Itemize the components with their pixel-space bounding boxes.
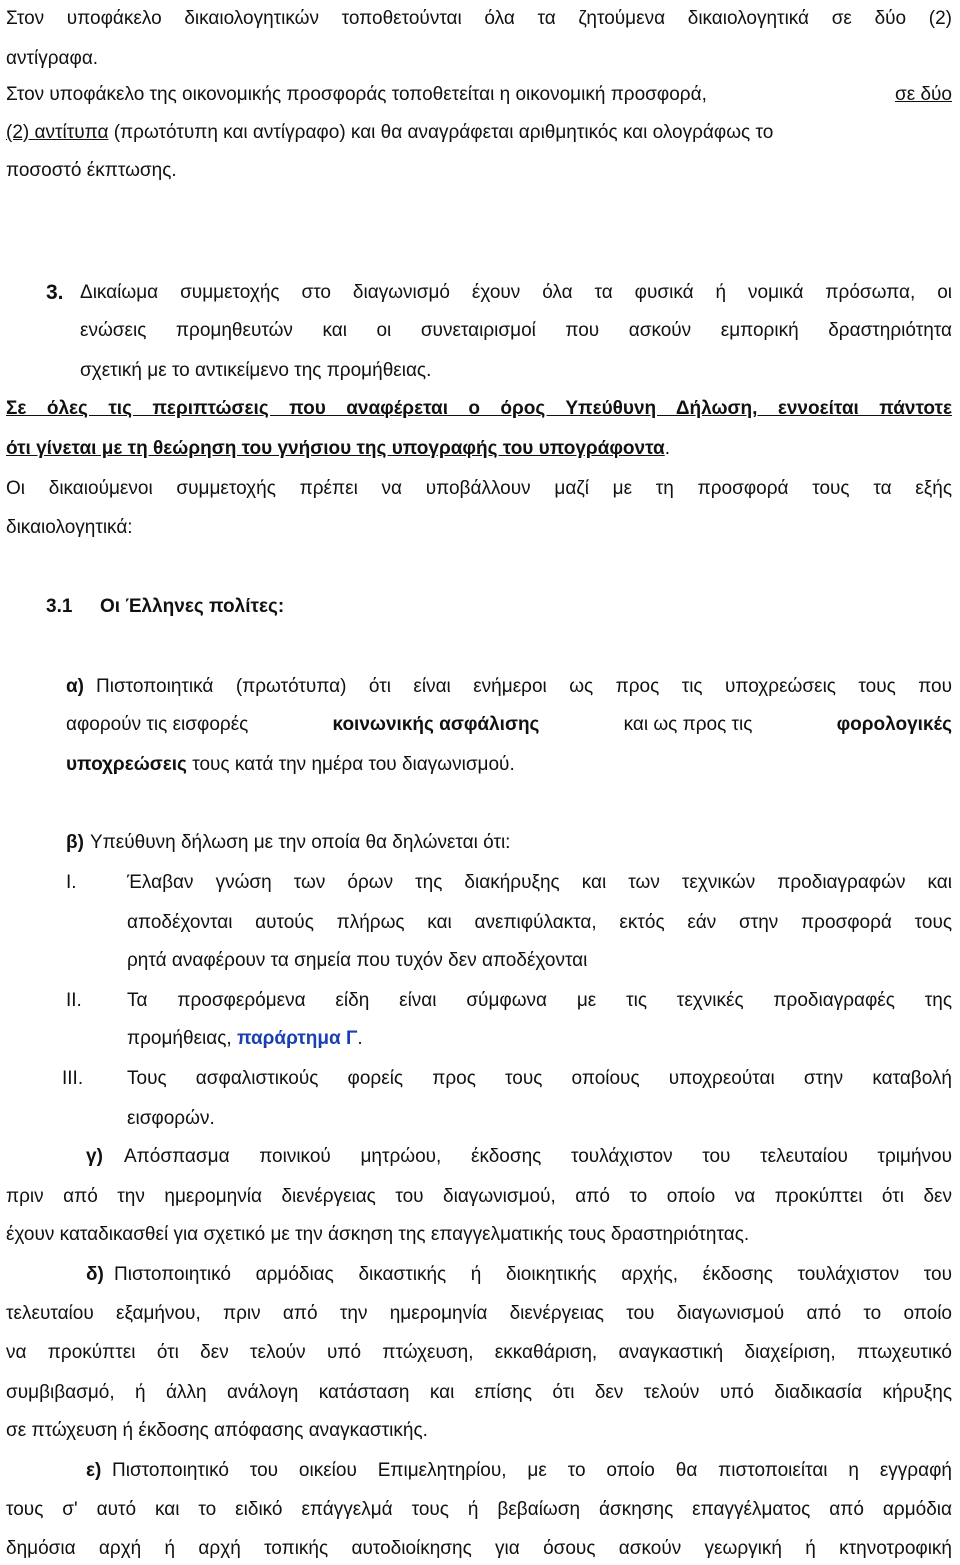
item-a-line1: Πιστοποιητικά (πρωτότυπα) ότι είναι ενήμεροι ως προς τις υποχρεώσεις τους που — [96, 676, 952, 697]
item-d-line2: τελευταίου εξαμήνου, πριν από την ημερομηνία διενέργειας του διαγωνισμού από το οποίο — [6, 1303, 952, 1324]
roman-3-line2: εισφορών. — [127, 1108, 215, 1129]
item-c-line3: έχουν καταδικασθεί για σχετικό με την άσκηση της επαγγελματικής τους δραστηριότητας. — [6, 1224, 750, 1245]
section-3-line1: Δικαίωμα συμμετοχής στο διαγωνισμό έχουν όλα τα φυσικά ή νομικά πρόσωπα, οι — [80, 282, 952, 303]
item-a-line3 — [66, 754, 515, 776]
signature-note-line2 — [6, 438, 670, 460]
roman-1-line3: ρητά αναφέρουν τα σημεία που τυχόν δεν αποδέχονται — [127, 950, 588, 971]
roman-3-line1: Τους ασφαλιστικούς φορείς προς τους οποίους υποχρεούται στην καταβολή — [127, 1068, 952, 1089]
roman-1-line1: Έλαβαν γνώση των όρων της διακήρυξης και των τεχνικών προδιαγραφών και — [127, 872, 952, 893]
intro-p2-text-2: (πρωτότυπη και αντίγραφο) και θα αναγράφεται αριθμητικός και ολογράφως το — [108, 122, 774, 143]
item-a-text-2: και ως προς τις — [623, 714, 753, 735]
requirements-line1: Οι δικαιούμενοι συμμετοχής πρέπει να υποβάλλουν μαζί με τη προσφορά τους τα εξής — [6, 478, 952, 499]
item-c-line2: πριν από την ημερομηνία διενέργειας του διαγωνισμού, από το οποίο να προκύπτει ότι δεν — [6, 1186, 952, 1207]
item-d-label: δ) — [86, 1264, 104, 1285]
item-e-line3: δημόσια αρχή ή αρχή τοπικής αυτοδιοίκησης για όσους ασκούν γεωργική ή κτηνοτροφική — [6, 1538, 952, 1559]
intro-p2-underlined-2: (2) αντίτυπα — [6, 122, 109, 143]
signature-note-line1: Σε όλες τις περιπτώσεις που αναφέρεται ο όρος Υπεύθυνη Δήλωση, εννοείται πάντοτε — [6, 398, 952, 419]
item-d-line3: να προκύπτει ότι δεν τελούν υπό πτώχευση, εκκαθάριση, αναγκαστική διαχείριση, πτωχευτικό — [6, 1342, 952, 1363]
intro-p2-line3: ποσοστό έκπτωσης. — [6, 160, 177, 181]
item-a-tax: φορολογικές — [836, 714, 952, 735]
item-a-label: α) — [66, 676, 85, 697]
signature-note-period: . — [664, 438, 670, 459]
roman-1-line2: αποδέχονται αυτούς πλήρως και ανεπιφύλακτα, εκτός εάν στην προσφορά τους — [127, 912, 952, 933]
item-c-label: γ) — [86, 1146, 103, 1167]
roman-3-number: III. — [62, 1068, 84, 1089]
annex-g-link[interactable]: παράρτημα Γ — [236, 1028, 358, 1049]
item-e-line1: Πιστοποιητικό του οικείου Επιμελητηρίου, με το οποίο θα πιστοποιείται η εγγραφή — [112, 1460, 952, 1481]
item-d-line4: συμβιβασμό, ή άλλη ανάλογη κατάσταση και επίσης ότι δεν τελούν υπό διαδικασία κήρυξης — [6, 1382, 952, 1403]
item-a-social-insurance: κοινωνικής ασφάλισης — [332, 714, 540, 735]
item-b-label: β) — [66, 832, 84, 853]
roman-2-line1: Τα προσφερόμενα είδη είναι σύμφωνα με τις τεχνικές προδιαγραφές της — [127, 990, 952, 1011]
item-b-line1: Υπεύθυνη δήλωση με την οποία θα δηλώνεται ότι: — [90, 832, 511, 853]
section-3-line3: σχετική με το αντικείμενο της προμήθειας. — [80, 360, 432, 381]
item-d-line1: Πιστοποιητικό αρμόδιας δικαστικής ή διοικητικής αρχής, έκδοσης τουλάχιστον του — [114, 1264, 952, 1285]
signature-note-text: ότι γίνεται με τη θεώρηση του γνήσιου της υπογραφής του υπογράφοντα — [6, 438, 665, 459]
subsection-number: 3.1 — [46, 596, 73, 617]
roman-2-line2 — [127, 1028, 363, 1050]
item-d-line5: σε πτώχευση ή έκδοσης απόφασης αναγκαστικής. — [6, 1420, 428, 1441]
intro-p2-line2 — [6, 122, 773, 144]
intro-p1-line1: Στον υποφάκελο δικαιολογητικών τοποθετούνται όλα τα ζητούμενα δικαιολογητικά σε δύο (2) — [6, 8, 952, 29]
roman-2-period: . — [357, 1028, 363, 1049]
intro-p1-line2: αντίγραφα. — [6, 48, 99, 69]
item-e-label: ε) — [86, 1460, 102, 1481]
section-3-line2: ενώσεις προμηθευτών και οι συνεταιρισμοί που ασκούν εμπορική δραστηριότητα — [80, 320, 952, 341]
item-a-text-3: τους κατά την ημέρα του διαγωνισμού. — [186, 754, 515, 775]
item-a-line2 — [66, 714, 952, 736]
item-a-text: αφορούν τις εισφορές — [66, 714, 249, 735]
item-a-obligations: υποχρεώσεις — [66, 754, 187, 775]
intro-p2-underlined: σε δύο — [894, 84, 952, 105]
intro-p2-text: Στον υποφάκελο της οικονομικής προσφοράς τοποθετείται η οικονομική προσφορά, — [6, 84, 707, 105]
roman-2-text: προμήθειας, — [127, 1028, 232, 1049]
item-c-line1: Απόσπασμα ποινικού μητρώου, έκδοσης τουλάχιστον του τελευταίου τριμήνου — [124, 1146, 952, 1167]
roman-2-number: II. — [66, 990, 82, 1011]
roman-1-number: I. — [66, 872, 77, 893]
intro-p2-line1 — [6, 84, 952, 106]
section-3-number: 3. — [46, 281, 64, 304]
subsection-title: Οι Έλληνες πολίτες: — [100, 596, 285, 617]
requirements-line2: δικαιολογητικά: — [6, 517, 133, 538]
item-e-line2: τους σ' αυτό και το ειδικό επάγγελμά τους ή βεβαίωση άσκησης επαγγέλματος από αρμόδια — [6, 1499, 952, 1520]
